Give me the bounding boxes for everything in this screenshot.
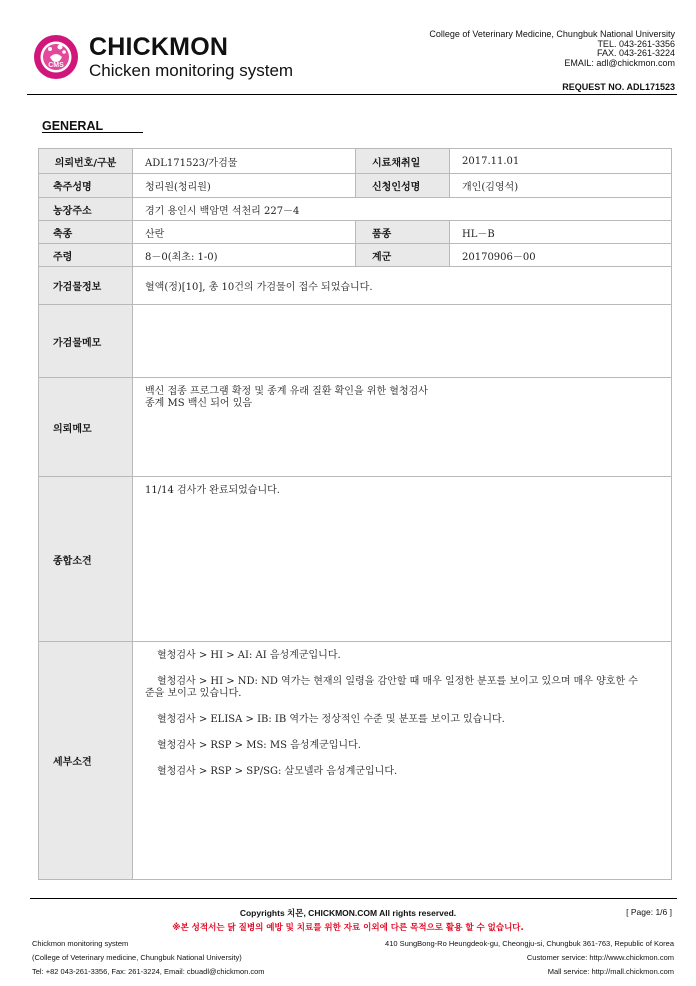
footer-divider	[30, 898, 677, 899]
brand-name: CHICKMON	[89, 33, 229, 61]
request-memo-label: 의뢰메모	[39, 378, 133, 477]
request-memo-line: 종계 MS 백신 되어 있음	[145, 398, 253, 409]
sample-date-value: 2017.11.01	[450, 149, 672, 174]
flock-label: 계군	[356, 244, 450, 267]
svg-text:CMS: CMS	[48, 62, 64, 69]
copyright-notice: Copyrights 치몬, CHICKMON.COM All rights reserved.	[239, 908, 457, 918]
request-no-label: 의뢰번호/구분	[39, 149, 133, 174]
page-number: [ Page: 1/6 ]	[626, 907, 672, 917]
customer-service-link[interactable]: Customer service: http://www.chickmon.com	[526, 953, 674, 962]
request-memo-value	[133, 378, 672, 477]
section-title: GENERAL	[42, 119, 104, 133]
detail-line: 혈청검사 > HI > ND: ND 역가는 현재의 일령을 감안할 때 매우 일정한 분포를 보이고 있으며 매우 양호한 수준을 보이고 있습니다.	[145, 676, 638, 699]
section-title-underline	[42, 132, 143, 133]
table-row	[39, 149, 672, 174]
detail-opinion-value	[133, 642, 672, 880]
org-email: EMAIL: adl@chickmon.com	[564, 57, 675, 68]
specimen-info-label: 가검물정보	[39, 267, 133, 305]
detail-line: 혈청검사 > ELISA > IB: IB 역가는 정상적인 수준 및 분포를 보이고 있습니다.	[157, 714, 505, 725]
specimen-info-value: 혈액(정)[10], 총 10건의 가검물이 접수 되었습니다.	[133, 267, 672, 305]
footer-contact-right	[385, 937, 674, 979]
overall-opinion-value: 11/14 검사가 완료되었습니다.	[133, 477, 672, 642]
breed-value: HL－B	[450, 221, 672, 244]
sample-date-label: 시료채취일	[356, 149, 450, 174]
detail-line: 혈청검사 > RSP > MS: MS 음성계군입니다.	[157, 740, 361, 751]
table-row	[39, 221, 672, 244]
age-value: 8－0(최초: 1-0)	[133, 244, 356, 267]
breed-label: 품종	[356, 221, 450, 244]
footer-contact-left	[32, 937, 265, 979]
detail-opinion-label: 세부소견	[39, 642, 133, 880]
request-no-value: ADL171523/가검물	[133, 149, 356, 174]
footer-address: 410 SungBong-Ro Heungdeok-gu, Cheongju-si, Chungbuk 361-763, Republic of Korea	[385, 939, 674, 948]
table-row	[39, 477, 672, 642]
specimen-memo-value	[133, 305, 672, 378]
owner-name-label: 축주성명	[39, 174, 133, 198]
table-row	[39, 642, 672, 880]
footer-system-name: Chickmon monitoring system	[32, 939, 129, 948]
table-row	[39, 378, 672, 477]
flock-value: 20170906－00	[450, 244, 672, 267]
applicant-name-value: 개인(김영석)	[450, 174, 672, 198]
request-number: REQUEST NO. ADL171523	[562, 82, 675, 92]
species-label: 축종	[39, 221, 133, 244]
chickmon-logo	[33, 34, 79, 80]
org-fax: FAX. 043-261-3224	[596, 48, 675, 58]
detail-line: 혈청검사 > RSP > SP/SG: 살모넬라 음성계군입니다.	[157, 766, 398, 777]
org-tel: TEL. 043-261-3356	[597, 38, 675, 49]
table-row	[39, 267, 672, 305]
mall-service-link[interactable]: Mall service: http://mall.chickmon.com	[547, 967, 674, 976]
farm-address-label: 농장주소	[39, 198, 133, 221]
org-name: College of Veterinary Medicine, Chungbuk National University	[429, 29, 675, 39]
farm-address-value: 경기 용인시 백암면 석천리 227－4	[133, 198, 672, 221]
header-divider	[27, 94, 677, 95]
table-row	[39, 198, 672, 221]
species-value: 산란	[133, 221, 356, 244]
usage-warning: ※본 성적서는 닭 질병의 예방 및 치료를 위한 자료 이외에 다른 목적으로 활용 할 수 없습니다.	[172, 923, 524, 933]
table-row	[39, 244, 672, 267]
age-label: 주령	[39, 244, 133, 267]
brand-subtitle: Chicken monitoring system	[89, 61, 294, 80]
footer-college: (College of Veterinary medicine, Chungbuk National University)	[32, 953, 242, 962]
table-row	[39, 305, 672, 378]
overall-opinion-label: 종합소견	[39, 477, 133, 642]
report-table	[38, 148, 672, 880]
table-row	[39, 174, 672, 198]
org-contact	[429, 30, 675, 68]
detail-line: 혈청검사 > HI > AI: AI 음성계군입니다.	[157, 650, 341, 661]
applicant-name-label: 신청인성명	[356, 174, 450, 198]
footer-phone-email: Tel: +82 043-261-3356, Fax: 261-3224, Email: cbuadl@chickmon.com	[32, 967, 265, 976]
owner-name-value: 청리원(청리원)	[133, 174, 356, 198]
specimen-memo-label: 가검물메모	[39, 305, 133, 378]
request-memo-line: 백신 접종 프로그램 확정 및 종계 유래 질환 확인을 위한 혈청검사	[145, 386, 428, 397]
